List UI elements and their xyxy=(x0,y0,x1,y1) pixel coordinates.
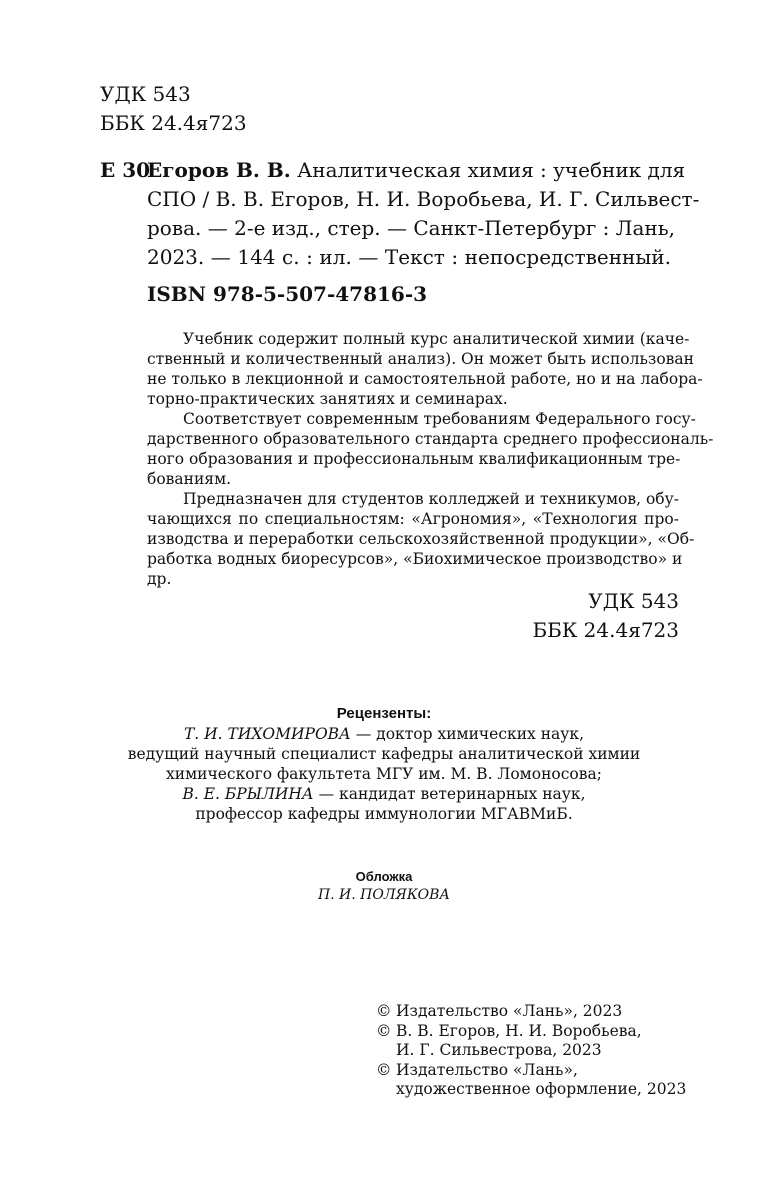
cover-heading: Обложка xyxy=(355,869,413,884)
annotation-line: др. xyxy=(147,570,172,588)
annotation-line: чающихся по специальностям: «Агрономия», «Технология про- xyxy=(147,510,679,528)
reviewer-2 xyxy=(0,784,768,804)
author-mark: Е 30 xyxy=(100,158,151,182)
top-udk-code: УДК 543 xyxy=(100,82,191,106)
reviewer-1-degree: — доктор химических наук, xyxy=(350,725,585,743)
copyright-2-cont: И. Г. Сильвестрова, 2023 xyxy=(396,1041,602,1059)
bottom-classification-codes xyxy=(532,587,679,645)
reviewer-1 xyxy=(0,724,768,744)
annotation-line: торно-практических занятиях и семинарах. xyxy=(147,390,508,408)
annotation-line: не только в лекционной и самостоятельной работе, но и на лабора- xyxy=(147,370,703,388)
annotation-line: дарственного образовательного стандарта среднего профессиональ- xyxy=(147,430,714,448)
copyright-icon: © xyxy=(376,1002,392,1020)
title-line: Аналитическая химия : учебник для xyxy=(290,158,686,182)
reviewer-1-position: ведущий научный специалист кафедры аналитической химии xyxy=(127,745,641,763)
cover-credit xyxy=(0,868,768,904)
reviewers-heading: Рецензенты: xyxy=(336,705,432,722)
reviewer-2-degree: — кандидат ветеринарных наук, xyxy=(313,785,586,803)
biblio-line-3: рова. — 2-е изд., стер. — Санкт-Петербург : Лань, xyxy=(147,216,675,240)
annotation-line: изводства и переработки сельскохозяйственной продукции», «Об- xyxy=(147,530,695,548)
annotation-line: Учебник содержит полный курс аналитической химии (каче- xyxy=(183,330,690,348)
copyright-1: © Издательство «Лань», 2023 xyxy=(376,1002,623,1020)
reviewers-block xyxy=(0,704,768,824)
biblio-line-2: СПО / В. В. Егоров, Н. И. Воробьева, И. Г. Сильвест- xyxy=(147,187,700,211)
copyright-3-cont: художественное оформление, 2023 xyxy=(396,1080,687,1098)
bottom-bbk-code: ББК 24.4я723 xyxy=(532,618,679,642)
biblio-line-1 xyxy=(147,156,686,185)
cover-designer: П. И. ПОЛЯКОВА xyxy=(317,887,451,903)
isbn: ISBN 978-5-507-47816-3 xyxy=(147,282,428,306)
annotation xyxy=(147,329,714,589)
biblio-line-4: 2023. — 144 с. : ил. — Текст : непосредственный. xyxy=(147,245,671,269)
author-name: Егоров В. В. xyxy=(147,158,291,182)
copyright-3: © Издательство «Лань», xyxy=(376,1060,578,1079)
copyright-2: © В. В. Егоров, Н. И. Воробьева, xyxy=(376,1021,642,1040)
annotation-line: Соответствует современным требованиям Федерального госу- xyxy=(183,410,696,428)
annotation-line: ного образования и профессиональным квалификационным тре- xyxy=(147,450,681,468)
copyright-icon: © xyxy=(376,1060,392,1079)
reviewer-1-affiliation: химического факультета МГУ им. М. В. Ломоносова; xyxy=(166,765,602,783)
bibliographic-record xyxy=(147,156,700,272)
reviewer-1-name: Т. И. ТИХОМИРОВА xyxy=(183,725,351,743)
reviewer-2-name: В. Е. БРЫЛИНА xyxy=(182,785,314,803)
top-classification-codes xyxy=(100,80,247,138)
annotation-line: бованиям. xyxy=(147,470,232,488)
copyright-block xyxy=(376,1002,686,1100)
annotation-line: Предназначен для студентов колледжей и техникумов, обу- xyxy=(183,490,679,508)
reviewer-2-position: профессор кафедры иммунологии МГАВМиБ. xyxy=(195,805,573,823)
annotation-line: ственный и количественный анализ). Он может быть использован xyxy=(147,350,694,368)
top-bbk-code: ББК 24.4я723 xyxy=(100,111,247,135)
bottom-udk-code: УДК 543 xyxy=(588,589,679,613)
annotation-line: работка водных биоресурсов», «Биохимическое производство» и xyxy=(147,550,683,568)
copyright-icon: © xyxy=(376,1021,392,1040)
